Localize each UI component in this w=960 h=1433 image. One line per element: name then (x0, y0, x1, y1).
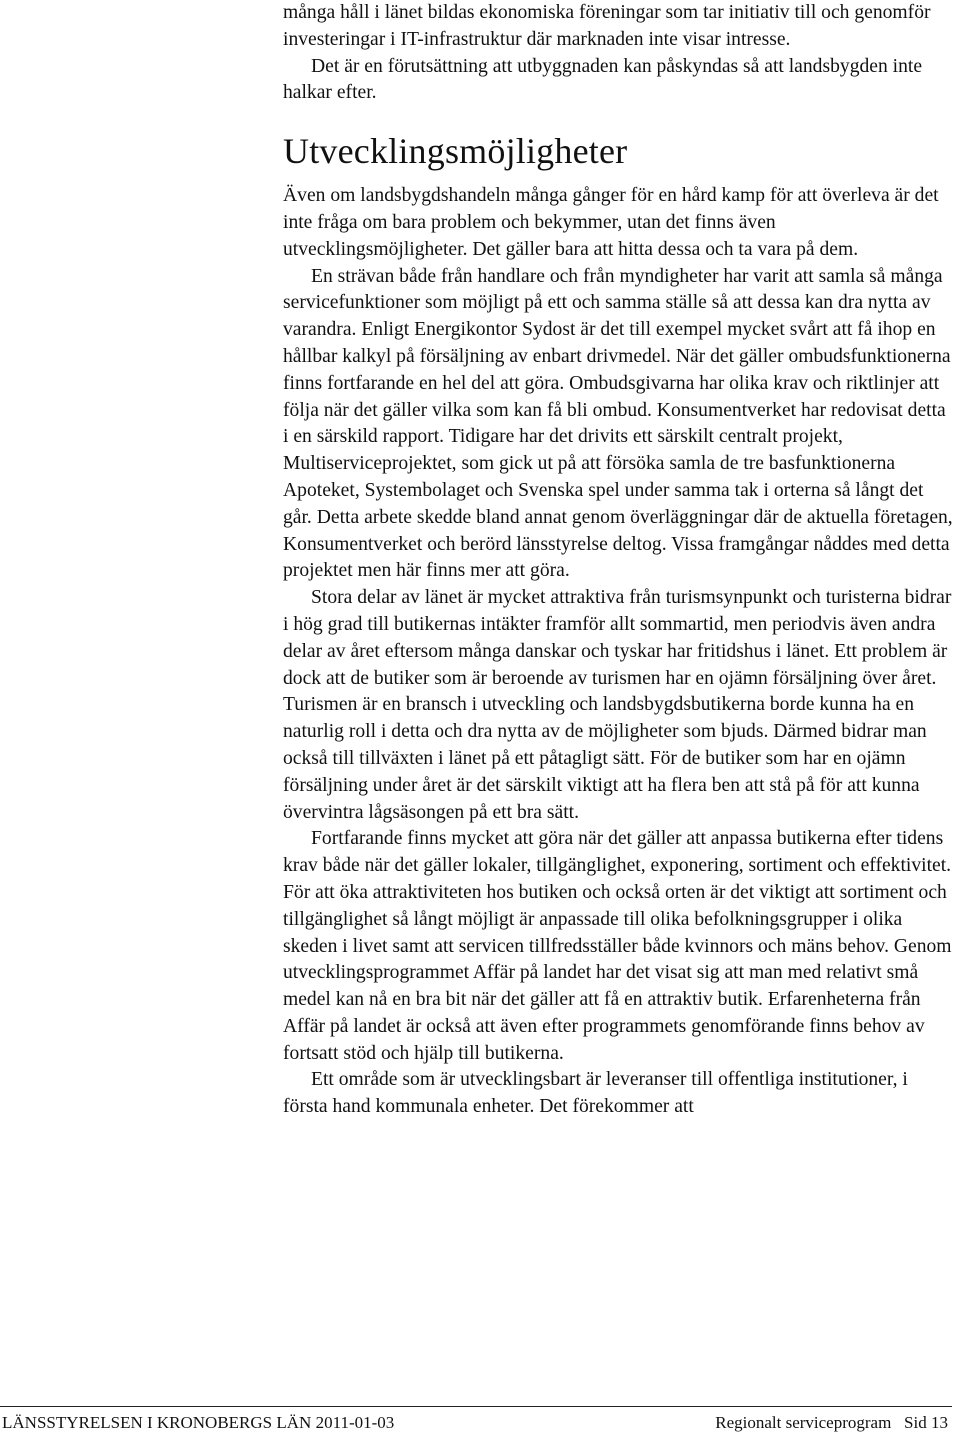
intro-paragraph-2: Det är en förutsättning att utbyggnaden kan påskyndas så att landsbygden inte halkar efter. (283, 55, 923, 104)
footer-right-text: Regionalt serviceprogram Sid 13 (715, 1413, 948, 1432)
section-paragraph-5: Ett område som är utvecklingsbart är leveranser till offentliga institutioner, i första hand kommunala enheter. Det förekommer att (283, 1069, 908, 1118)
section-paragraph-1: Även om landsbygdshandeln många gånger för en hård kamp för att överleva är det inte fråga om bara problem och bekymmer, utan det finns även utvecklingsmöjligheter. Det gäller bara att hitta dessa och ta vara på dem. (283, 185, 939, 260)
section-paragraph-4: Fortfarande finns mycket att göra när det gäller att anpassa butikerna efter tidens krav både när det gäller lokaler, tillgänglighet, exponering, sortiment och effektivitet. För att öka attraktiviteten hos butiken och också orten är det viktigt att sortiment och tillgänglighet så långt möjligt är anpassade till olika befolkningsgrupper i olika skeden i livet samt att servicen tillfredsställer både kvinnors och mäns behov. Genom utvecklingsprogrammet Affär på landet har det visat sig att man med relativt små medel kan nå en bra bit när det gäller att få en attraktiv butik. Erfarenheterna från Affär på landet är också att även efter programmets genomförande finns behov av fortsatt stöd och hjälp till butikerna. (283, 828, 952, 1064)
footer-left-text: LÄNSSTYRELSEN I KRONOBERGS LÄN 2011-01-03 (2, 1413, 395, 1432)
intro-paragraph-1: många håll i länet bildas ekonomiska föreningar som tar initiativ till och genomför investeringar i IT-infrastruktur där marknaden inte visar intresse. (283, 2, 931, 50)
document-body (283, 0, 955, 1121)
section-paragraph-2: En strävan både från handlare och från myndigheter har varit att samla så många servicefunktioner som möjligt på ett och samma ställe så att dessa kan dra nytta av varandra. Enligt Energikontor Sydost är det till exempel mycket svårt att få ihop en hållbar kalkyl på försäljning av enbart drivmedel. När det gäller ombudsfunktionerna finns fortfarande en hel del att göra. Ombudsgivarna har olika krav och riktlinjer att följa när det gäller vilka som kan få bli ombud. Konsumentverket har redovisat detta i en särskild rapport. Tidigare har det drivits ett särskilt centralt projekt, Multiserviceprojektet, som gick ut på att försöka samla de tre basfunktionerna Apoteket, Systembolaget och Svenska spel under samma tak i orterna så långt det går. Detta arbete skedde bland annat genom överläggningar där de aktuella företagen, Konsumentverket och berörd länsstyrelse deltog. Vissa framgångar nåddes med detta projektet men här finns mer att göra. (283, 265, 953, 582)
section-paragraph-3: Stora delar av länet är mycket attraktiva från turismsynpunkt och turisterna bidrar i hög grad till butikernas intäkter framför allt sommartid, men periodvis även andra delar av året eftersom många danskar och tyskar har fritidshus i länet. Ett problem är dock att de butiker som är beroende av turismen har en ojämn försäljning över året. Turismen är en bransch i utveckling och landsbygdsbutikerna borde kunna ha en naturlig roll i detta och dra nytta av de möjligheter som bjuds. Därmed bidrar man också till tillväxten i länet på ett påtagligt sätt. För de butiker som har en ojämn försäljning under året är det särskilt viktigt att ha flera ben att stå på för att kunna övervintra lågsäsongen på ett bra sätt. (283, 587, 952, 823)
section-heading: Utvecklingsmöjligheter (283, 131, 628, 172)
page-footer (0, 1406, 952, 1433)
